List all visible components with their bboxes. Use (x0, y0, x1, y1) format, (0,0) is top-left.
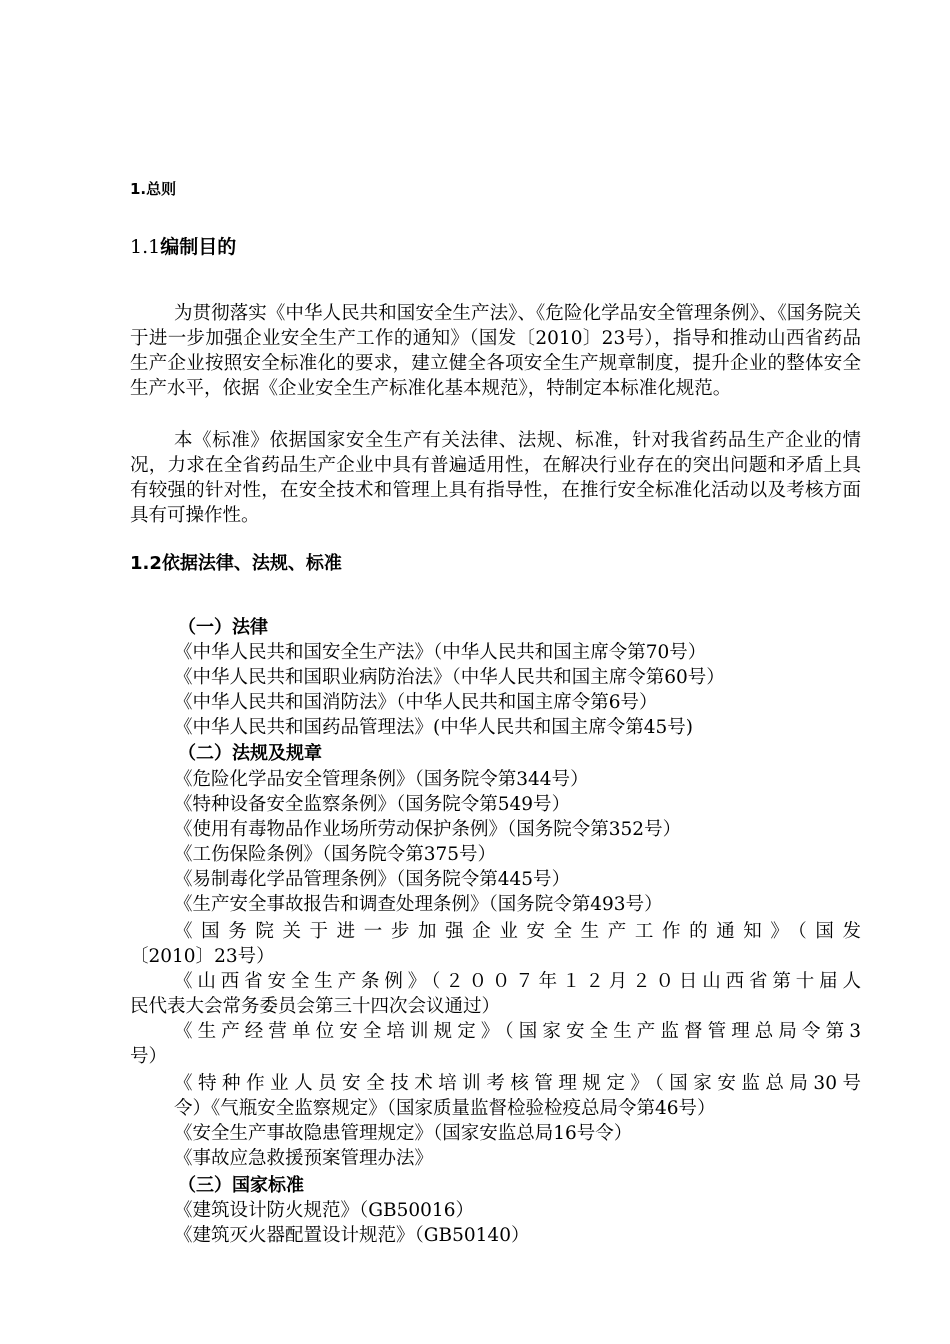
regulation-item: 《山西省安全生产条例》（２００７年１２月２０日山西省第十届人 (174, 971, 861, 992)
law-item: 《中华人民共和国安全生产法》（中华人民共和国主席令第70号） (174, 642, 707, 663)
purpose-paragraph-1: 为贯彻落实《中华人民共和国安全生产法》、《危险化学品安全管理条例》、《国务院关于进一步加强企业安全生产工作的通知》（国发〔2010〕23号），指导和推动山西省药品生产企业按照安全标准化的要求，建立健全各项安全生产规章制度，提升企业的整体安全生产水平，依据《企业安全生产标准化基本规范》，特制定本标准化规范。 (130, 303, 861, 399)
section-title: 编制目的 (160, 236, 237, 258)
section-heading-1-2: 1.2依据法律、法规、标准 (130, 553, 342, 574)
law-item: 《中华人民共和国消防法》（中华人民共和国主席令第6号） (174, 692, 658, 713)
chapter-heading: 1.总则 (130, 180, 177, 198)
law-item: 《中华人民共和国职业病防治法》（中华人民共和国主席令第60号） (174, 667, 725, 688)
regulation-item: 《事故应急救援预案管理办法》 (174, 1148, 434, 1169)
purpose-paragraph-2: 本《标准》依据国家安全生产有关法律、法规、标准，针对我省药品生产企业的情况，力求在全省药品生产企业中具有普遍适用性，在解决行业存在的突出问题和矛盾上具有较强的针对性，在安全技术和管理上具有指导性，在推行安全标准化活动以及考核方面具有可操作性。 (130, 430, 861, 526)
regulation-item: 《特种作业人员安全技术培训考核管理规定》（国家安监总局30号 (174, 1073, 861, 1094)
standard-item: 《建筑设计防火规范》（GB50016） (174, 1200, 474, 1221)
regulation-item: 《生产安全事故报告和调查处理条例》（国务院令第493号） (174, 894, 663, 915)
regulation-item: 《使用有毒物品作业场所劳动保护条例》（国务院令第352号） (174, 819, 682, 840)
regulation-item: 《国务院关于进一步加强企业安全生产工作的通知》（国发 (174, 921, 861, 942)
standard-item: 《建筑灭火器配置设计规范》（GB50140） (174, 1225, 530, 1246)
regulation-item-continued: 民代表大会常务委员会第三十四次会议通过） (130, 996, 501, 1017)
regulation-item: 《工伤保险条例》（国务院令第375号） (174, 844, 497, 865)
section-number: 1.1 (130, 236, 161, 258)
regulations-heading: （二）法规及规章 (178, 743, 322, 764)
regulation-item: 《生产经营单位安全培训规定》（国家安全生产监督管理总局令第3 (174, 1021, 861, 1042)
regulation-item-continued: 号） (130, 1046, 168, 1067)
regulation-item: 《特种设备安全监察条例》（国务院令第549号） (174, 794, 571, 815)
regulation-item-continued: 令）《气瓶安全监察规定》（国家质量监督检验检疫总局令第46号） (174, 1098, 716, 1119)
regulation-item-continued: 〔2010〕23号） (130, 946, 275, 967)
regulation-item: 《易制毒化学品管理条例》（国务院令第445号） (174, 869, 571, 890)
standards-heading: （三）国家标准 (178, 1175, 304, 1196)
laws-heading: （一）法律 (178, 617, 268, 638)
regulation-item: 《危险化学品安全管理条例》（国务院令第344号） (174, 769, 589, 790)
regulation-item: 《安全生产事故隐患管理规定》（国家安监总局16号令） (174, 1123, 633, 1144)
section-heading-1-1 (130, 235, 236, 259)
law-item: 《中华人民共和国药品管理法》(中华人民共和国主席令第45号) (174, 717, 693, 738)
